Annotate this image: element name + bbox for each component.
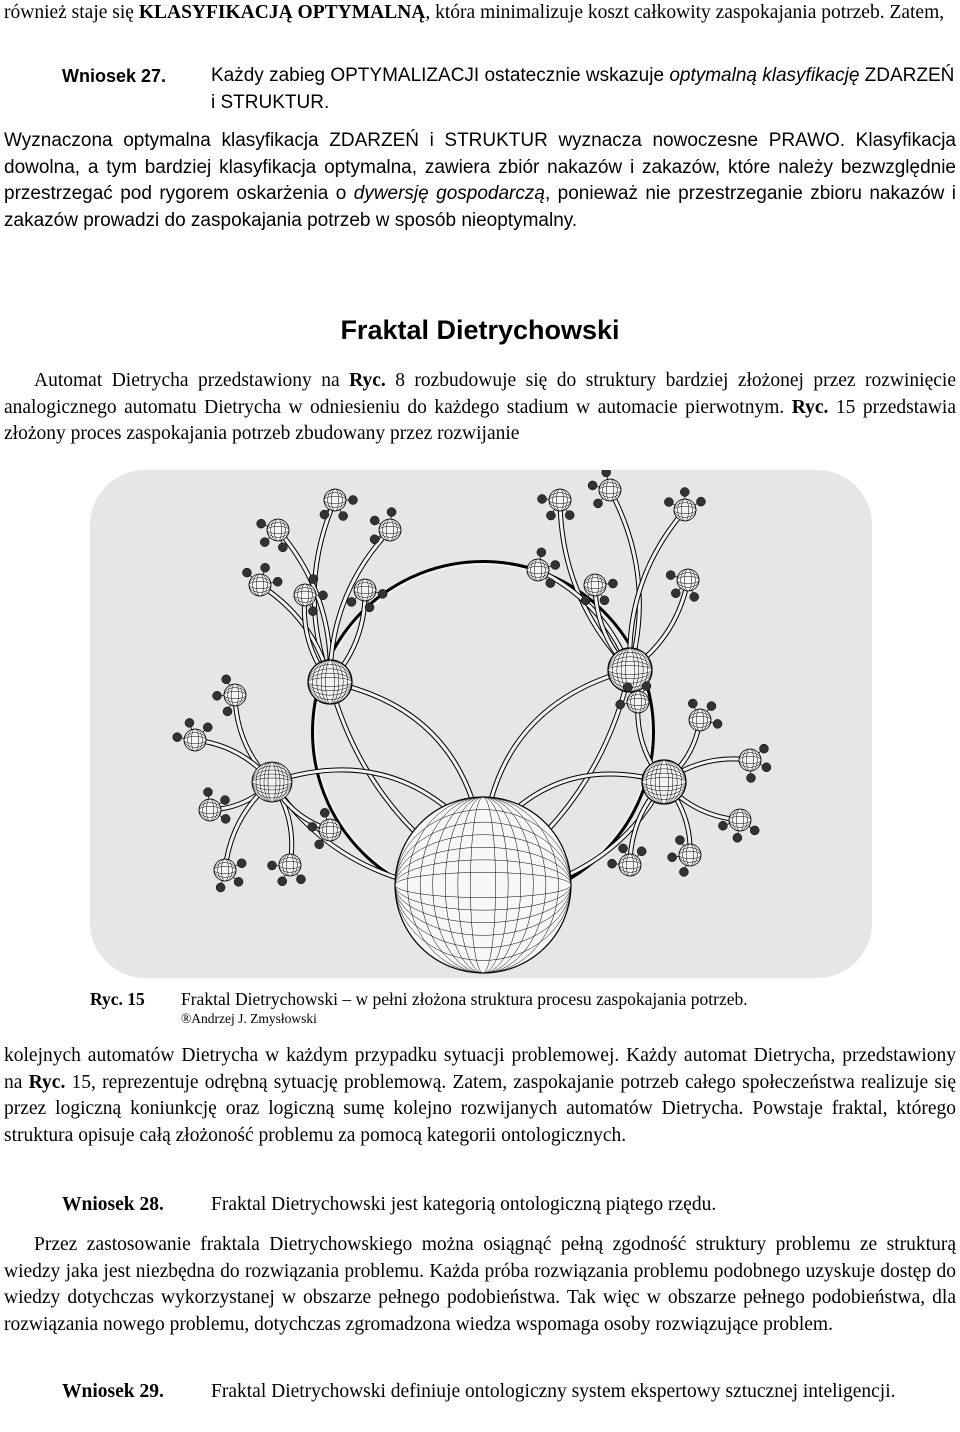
conclusion-text: Każdy zabieg OPTYMALIZACJI ostatecznie wskazuje optymalną klasyfikację ZDARZEŃ i STRUKTUR.	[211, 65, 955, 113]
micro-node	[339, 512, 348, 521]
leaf-node	[184, 729, 206, 751]
micro-node	[347, 597, 356, 606]
micro-node	[581, 596, 590, 605]
leaf-node	[199, 799, 221, 821]
micro-node	[688, 699, 697, 708]
micro-node	[278, 543, 287, 552]
micro-node	[268, 861, 277, 870]
micro-node	[619, 844, 628, 853]
micro-node	[690, 592, 699, 601]
figure-copyright: ®Andrzej J. Zmysłowski	[181, 1011, 317, 1026]
text: również staje się	[4, 2, 139, 23]
micro-node	[666, 571, 675, 580]
leaf-node	[324, 489, 346, 511]
leaf-node	[527, 559, 549, 581]
micro-node	[185, 718, 194, 727]
micro-node	[746, 773, 755, 782]
section-heading: Fraktal Dietrychowski	[340, 315, 620, 345]
micro-node	[318, 591, 327, 600]
leaf-node	[214, 859, 236, 881]
micro-node	[546, 579, 555, 588]
micro-node	[370, 535, 379, 544]
micro-node	[261, 563, 270, 572]
micro-node	[600, 596, 609, 605]
leaf-node	[379, 519, 401, 541]
micro-node	[370, 516, 379, 525]
micro-node	[203, 723, 212, 732]
micro-node	[608, 579, 617, 588]
root-sphere	[395, 797, 571, 973]
micro-node	[551, 560, 560, 569]
micro-node	[594, 499, 603, 508]
figure-caption-label: Ryc. 15	[90, 989, 145, 1009]
micro-node	[668, 853, 677, 862]
leaf-node	[729, 809, 751, 831]
micro-node	[718, 821, 727, 830]
micro-node	[365, 603, 374, 612]
leaf-node	[319, 819, 341, 841]
micro-node	[315, 840, 324, 849]
micro-node	[387, 508, 396, 517]
leaf-node	[549, 489, 571, 511]
micro-node	[750, 826, 759, 835]
micro-node	[696, 497, 705, 506]
micro-node	[222, 675, 231, 684]
micro-node	[664, 498, 673, 507]
micro-node	[320, 510, 329, 519]
micro-node	[221, 796, 230, 805]
leaf-node	[689, 709, 711, 731]
leaf-node	[584, 574, 606, 596]
right-node	[642, 760, 686, 804]
conclusion-text: Fraktal Dietrychowski definiuje ontologiczny system ekspertowy sztucznej inteligencji.	[211, 1381, 896, 1402]
micro-node	[537, 548, 546, 557]
micro-node	[707, 702, 716, 711]
fractal-figure	[90, 470, 872, 978]
micro-node	[759, 744, 768, 753]
micro-node	[234, 877, 243, 886]
paragraph-fractal: kolejnych automatów Dietrycha w każdym przypadku sytuacji problemowej. Każdy automat Dietrycha, przedstawiony na Ryc. 15, reprezentuje odrębną sytuację problemową. Zatem, zaspokajanie potrzeb całego społeczeństwa realizuje się przez logiczną koniunkcję oraz logiczną sumę kolejno rozwijanych automatów Dietrycha. Powstaje fraktal, którego struktura opisuje całą złożoność problemu za pomocą kategorii ontologicznych.	[4, 1045, 956, 1146]
micro-node	[221, 814, 230, 823]
leaf-node	[674, 499, 696, 521]
micro-node	[642, 682, 651, 691]
conclusion-label: Wniosek 27.	[62, 66, 167, 86]
conclusion-label: Wniosek 28.	[62, 1194, 164, 1215]
micro-node	[257, 519, 266, 528]
micro-node	[278, 877, 287, 886]
micro-node	[296, 875, 305, 884]
micro-node	[616, 700, 625, 709]
micro-node	[608, 859, 617, 868]
paragraph-law: Wyznaczona optymalna klasyfikacja ZDARZEŃ i STRUKTUR wyznacza nowoczesne PRAWO. Klasyfikacja dowolna, a tym bardziej klasyfikacja optymalna, zawiera zbiór nakazów i zakazów, które należy bezwzględnie przestrzegać pod rygorem oskarżenia o dywersję gospodarczą, ponieważ nie przestrzeganie zbioru nakazów i zakazów prowadzi do zaspokajania potrzeb w sposób nieoptymalny.	[4, 130, 957, 231]
micro-node	[173, 733, 182, 742]
left-node	[252, 762, 292, 802]
micro-node	[623, 683, 632, 692]
micro-node	[273, 577, 282, 586]
micro-node	[538, 494, 547, 503]
micro-node	[349, 496, 358, 505]
micro-node	[216, 883, 225, 892]
paragraph-automat: Automat Dietrycha przedstawiony na Ryc. 8 rozbudowuje się do struktury bardziej złożonej przez rozwinięcie analogicznego automatu Dietrycha w odniesieniu do każdego stadium w automacie pierwotnym. Ryc. 15 przedstawia złożony proces zaspokajania potrzeb zbudowany przez rozwijanie	[4, 370, 957, 444]
figure-caption-text: Fraktal Dietrychowski – w pełni złożona struktura procesu zaspokajania potrzeb.	[181, 989, 748, 1009]
leaf-node	[599, 479, 621, 501]
micro-node	[671, 589, 680, 598]
upper-left-node	[308, 660, 352, 704]
micro-node	[308, 822, 317, 831]
micro-node	[565, 511, 574, 520]
micro-node	[308, 607, 317, 616]
micro-node	[546, 511, 555, 520]
leaf-node	[354, 579, 376, 601]
micro-node	[223, 707, 232, 716]
micro-node	[260, 538, 269, 547]
micro-node	[213, 691, 222, 700]
leaf-node	[267, 519, 289, 541]
leaf-node	[739, 749, 761, 771]
micro-node	[588, 481, 597, 490]
micro-node	[679, 867, 688, 876]
micro-node	[203, 788, 212, 797]
micro-node	[309, 575, 318, 584]
leaf-node	[224, 684, 246, 706]
micro-node	[713, 719, 722, 728]
micro-node	[675, 836, 684, 845]
micro-node	[237, 859, 246, 868]
emphasis-text: KLASYFIKACJĄ OPTYMALNĄ	[138, 2, 426, 23]
micro-node	[762, 763, 771, 772]
micro-node	[602, 470, 611, 477]
conclusion-text: Fraktal Dietrychowski jest kategorią ontologiczną piątego rzędu.	[211, 1194, 717, 1215]
micro-node	[733, 833, 742, 842]
leaf-node	[619, 854, 641, 876]
leaf-node	[679, 844, 701, 866]
leaf-node	[279, 854, 301, 876]
leaf-node	[294, 584, 316, 606]
leaf-node	[627, 691, 649, 713]
micro-node	[637, 847, 646, 856]
micro-node	[320, 808, 329, 817]
micro-node	[378, 589, 387, 598]
paragraph-intro	[4, 0, 956, 27]
conclusion-label: Wniosek 29.	[62, 1381, 164, 1402]
paragraph-expert: Przez zastosowanie fraktala Dietrychowskiego można osiągnąć pełną zgodność struktury problemu ze strukturą wiedzy jaka jest niezbędna do rozwiązania problemu. Każda próba rozwiązania problemu podobnego uzyskuje dostęp do wiedzy dotychczas wykorzystanej w obszarze pełnego podobieństwa. Tak więc w obszarze pełnego podobieństwa, dla rozwiązania nowego problemu, dotychczas zgromadzona wiedza wspomaga osoby rozwiązujące problem.	[4, 1234, 956, 1335]
leaf-node	[249, 574, 271, 596]
leaf-node	[677, 569, 699, 591]
micro-node	[680, 488, 689, 497]
text: , która minimalizuje koszt całkowity zaspokajania potrzeb. Zatem,	[425, 2, 945, 23]
micro-node	[242, 568, 251, 577]
